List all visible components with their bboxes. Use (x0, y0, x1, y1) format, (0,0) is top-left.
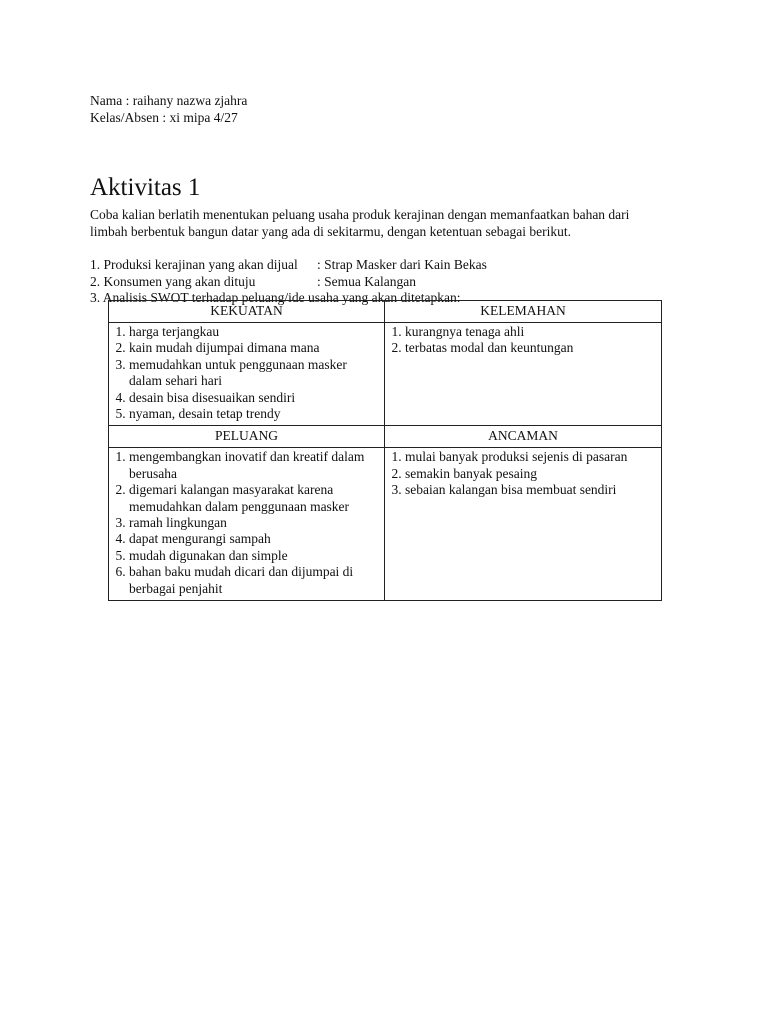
swot-header-row (109, 301, 662, 323)
list-item: 3. sebaian kalangan bisa membuat sendiri (405, 482, 655, 498)
list-item: 6. bahan baku mudah dicari dan dijumpai di berbagai penjahit (129, 564, 378, 597)
kekuatan-cell (109, 323, 385, 426)
list-item: 2. kain mudah dijumpai dimana mana (129, 340, 378, 356)
list-item: 3. ramah lingkungan (129, 515, 378, 531)
list-item: 1. mulai banyak produksi sejenis di pasaran (405, 449, 655, 465)
list-item: 3. memudahkan untuk penggunaan masker dalam sehari hari (129, 357, 378, 390)
task-value: : Strap Masker dari Kain Bekas (317, 257, 487, 272)
list-item: 5. nyaman, desain tetap trendy (129, 406, 378, 422)
list-item: 1. kurangnya tenaga ahli (405, 324, 655, 340)
swot-content-row (109, 448, 662, 601)
task-label: 1. Produksi kerajinan yang akan dijual (90, 257, 298, 272)
list-item: 1. harga terjangkau (129, 324, 378, 340)
peluang-list (109, 448, 384, 600)
task-value: : Semua Kalangan (317, 273, 416, 289)
list-item: 2. terbatas modal dan keuntungan (405, 340, 655, 356)
list-item: 4. dapat mengurangi sampah (129, 531, 378, 547)
list-item: 4. desain bisa disesuaikan sendiri (129, 390, 378, 406)
ancaman-list (385, 448, 661, 501)
page-title: Aktivitas 1 (90, 174, 201, 201)
peluang-header: PELUANG (109, 426, 385, 448)
student-name: Nama : raihany nazwa zjahra (90, 93, 248, 108)
kelemahan-cell (385, 323, 662, 426)
list-item: 1. mengembangkan inovatif dan kreatif dalam berusaha (129, 449, 378, 482)
kelemahan-list (385, 323, 661, 360)
ancaman-header: ANCAMAN (385, 426, 662, 448)
list-item: 2. digemari kalangan masyarakat karena memudahkan dalam penggunaan masker (129, 482, 378, 515)
task-label: 2. Konsumen yang akan dituju (90, 273, 256, 289)
intro-paragraph: Coba kalian berlatih menentukan peluang usaha produk kerajinan dengan memanfaatkan bahan dari limbah berbentuk bangun datar yang ada di sekitarmu, dengan ketentuan sebagai berikut. (90, 207, 630, 239)
task-label: 3. Analisis SWOT terhadap peluang/ide usaha yang akan ditetapkan: (90, 290, 461, 305)
peluang-cell (109, 448, 385, 601)
list-item: 5. mudah digunakan dan simple (129, 548, 378, 564)
swot-content-row (109, 323, 662, 426)
task-item (90, 257, 670, 274)
task-item (90, 274, 670, 291)
swot-table (108, 300, 662, 601)
ancaman-cell (385, 448, 662, 601)
kekuatan-header: KEKUATAN (109, 301, 385, 323)
list-item: 2. semakin banyak pesaing (405, 466, 655, 482)
student-class: Kelas/Absen : xi mipa 4/27 (90, 110, 238, 125)
kekuatan-list (109, 323, 384, 425)
kelemahan-header: KELEMAHAN (385, 301, 662, 323)
document-page (90, 92, 670, 307)
swot-header-row (109, 426, 662, 448)
